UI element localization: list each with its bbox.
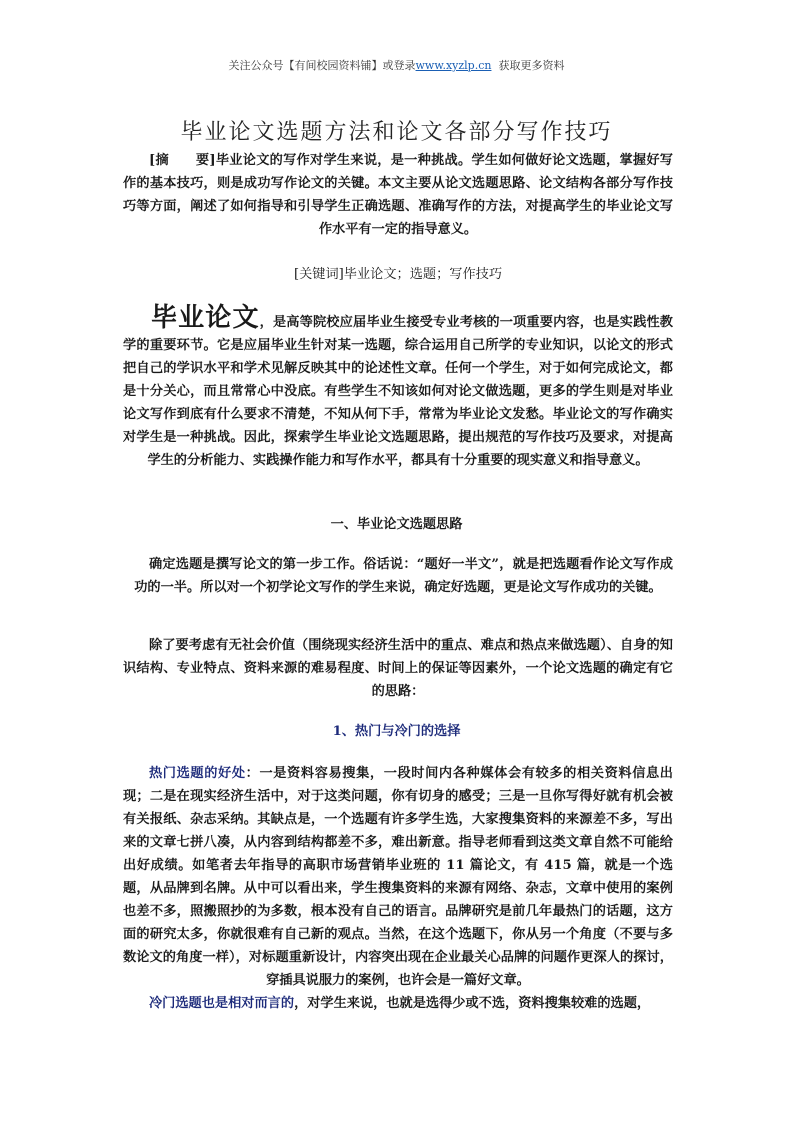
header-note-prefix: 关注公众号【有间校园资料铺】或登录: [228, 59, 416, 72]
intro-lead-term: 毕业论文: [151, 303, 260, 333]
hot-topic-text: ：一是资料容易搜集，一段时间内各种媒体会有较多的相关资料信息出现；二是在现实经济生活中，对于这类问题，你有切身的感受；三是一旦你写得好就有机会被有关报纸、杂志采纳。其缺点是，一个选题有许多学生选，大家搜集资料的来源差不多，写出来的文章七拼八凑，从内容到结构都差不多，难出新意。指导老师看到这类文章自然不可能给出好成绩。如笔者去年指导的高职市场营销毕业班的 11 篇论文，有 415 篇，就是一个选题，从品牌到名牌。从中可以看出来，学生搜集资料的来源有网络、杂志，文章中使用的案例也差不多，照搬照抄的为多数，根本没有自己的语言。品牌研究是前几年最热门的话题，这方面的研究太多，你就很难有自己新的观点。当然，在这个选题下，你从另一个角度（不要与多数论文的角度一样），对标题重新设计，内容突出现在企业最关心品牌的问题作更深人的探讨，穿插具说服力的案例，也许会是一篇好文章。: [123, 766, 673, 988]
header-note-suffix: 获取更多资料: [498, 59, 565, 72]
paragraph-topic-first-step: 确定选题是撰写论文的第一步工作。俗话说：“题好一半文”，就是把选题看作论文写作成功的一半。所以对一个初学论文写作的学生来说，确定好选题，更是论文写作成功的关键。: [134, 557, 673, 595]
paragraph-cold-topics: [123, 992, 673, 1015]
cold-topic-text: ，对学生来说，也就是选得少或不选，资料搜集较难的选题，: [294, 996, 651, 1011]
intro-text: ，是高等院校应届毕业生接受专业考核的一项重要内容，也是实践性教学的重要环节。它是应届毕业生针对某一选题，综合运用自己所学的专业知识，以论文的形式把自己的学识水平和学术见解反映其中的论述性文章。任何一个学生，对于如何完成论文，都是十分关心，而且常常心中没底。有些学生不知该如何对论文做选题，更多的学生则是对毕业论文写作到底有什么要求不清楚，不知从何下手，常常为毕业论文发愁。毕业论文的写作确实对学生是一种挑战。因此，探索学生毕业论文选题思路，提出规范的写作技巧及要求，对提高学生的分析能力、实践操作能力和写作水平，都具有十分重要的现实意义和指导意义。: [123, 315, 673, 468]
keywords-line: [关键词]毕业论文；选题；写作技巧: [293, 267, 503, 282]
document-title: 毕业论文选题方法和论文各部分写作技巧: [180, 119, 613, 145]
website-link[interactable]: www.xyzlp.cn: [415, 59, 492, 72]
paragraph-topic-factors: 除了要考虑有无社会价值（围绕现实经济生活中的重点、难点和热点来做选题）、自身的知识结构、专业特点、资料来源的难易程度、时间上的保证等因素外，一个论文选题的确定有它的思路：: [123, 638, 673, 699]
header-note: [0, 57, 793, 73]
abstract-paragraph: [摘 要]毕业论文的写作对学生来说，是一种挑战。学生如何做好论文选题，掌握好写作的基本技巧，则是成功写作论文的关键。本文主要从论文选题思路、论文结构各部分写作技巧等方面，阐述了如何指导和引导学生正确选题、准确写作的方法，对提高学生的毕业论文写作水平有一定的指导意义。: [123, 153, 673, 237]
section-heading-1: 一、毕业论文选题思路: [330, 517, 463, 532]
intro-paragraph: [123, 303, 673, 472]
subsection-heading-hot-cold: 1、热门与冷门的选择: [332, 724, 461, 739]
hot-topic-lead: 热门选题的好处: [149, 766, 246, 781]
paragraph-hot-topics: [123, 762, 673, 992]
cold-topic-lead: 冷门选题也是相对而言的: [149, 996, 295, 1011]
